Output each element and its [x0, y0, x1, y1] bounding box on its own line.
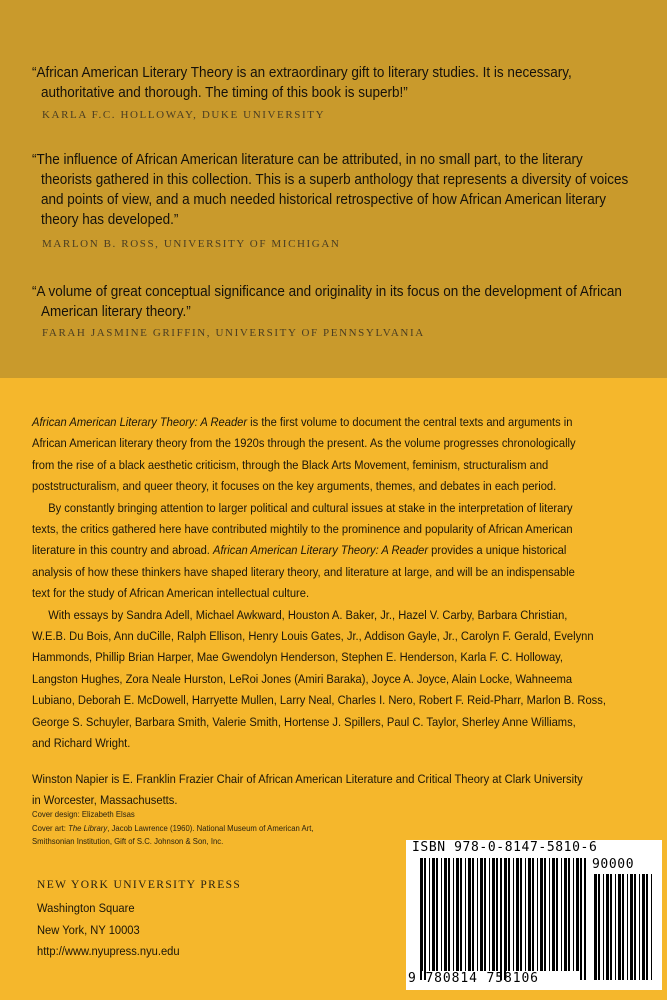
barcode-guard-bar: [504, 858, 506, 980]
cover-art-credit-line2: Smithsonian Institution, Gift of S.C. Johnson & Son, Inc.: [32, 836, 224, 846]
text-line: and Richard Wright.: [32, 736, 131, 751]
book-title: African American Literary Theory: A Reader: [213, 543, 429, 558]
barcode-bar: [436, 858, 438, 971]
barcode-bar: [642, 874, 645, 980]
barcode-bar: [622, 874, 624, 980]
quote-line: authoritative and thorough. The timing of this book is superb!”: [41, 84, 408, 101]
text-line: Hammonds, Phillip Brian Harper, Mae Gwendolyn Henderson, Stephen E. Henderson, Karla F. C. Holloway,: [32, 650, 563, 665]
text-line: literature in this country and abroad.: [32, 543, 214, 558]
text-line: provides a unique historical: [428, 543, 567, 558]
quote-line: “The influence of African American literature can be attributed, in no small part, to the literary: [32, 151, 583, 168]
quote-line: “African American Literary Theory is an extraordinary gift to literary studies. It is necessary,: [32, 64, 572, 81]
quote-line: and points of view, and a much needed historical retrospective of how African American literary: [41, 191, 607, 208]
barcode-bar: [448, 858, 450, 971]
description-paragraph-2: [32, 498, 635, 605]
text-line: poststructuralism, and queer theory, it focuses on the key arguments, themes, and debates in each period.: [32, 479, 557, 494]
cover-art-credit: [32, 822, 410, 836]
price-addon-number: 90000: [592, 857, 635, 872]
barcode-bar: [594, 874, 597, 980]
barcode-bar: [513, 858, 514, 971]
address-line: Washington Square: [37, 901, 135, 915]
ean-number: 9 780814 758106: [408, 971, 539, 986]
barcode-bar: [537, 858, 538, 971]
text-line: texts, the critics gathered here have contributed mightily to the prominence and popularity of African American: [32, 522, 573, 537]
barcode-bar: [468, 858, 471, 971]
text-line: analysis of how these thinkers have shaped literary theory, and literature at large, and will be an indispensable: [32, 564, 575, 579]
description-paragraph-3: [32, 605, 635, 755]
barcode-bar: [429, 858, 430, 971]
publisher-website: http://www.nyupress.nyu.edu: [37, 944, 180, 958]
quote-line: American literary theory.”: [41, 303, 191, 320]
barcode-guard-bar: [580, 858, 582, 980]
barcode-bar: [639, 874, 640, 980]
barcode-bar: [444, 858, 447, 971]
barcode-bar: [627, 874, 628, 980]
barcode-bar: [484, 858, 486, 971]
barcode-bar: [496, 858, 498, 971]
barcode-bar: [453, 858, 454, 971]
text-line: W.E.B. Du Bois, Ann duCille, Ralph Ellison, Henry Louis Gates, Jr., Addison Gayle, Jr., Carolyn F. Gerald, Evelynn: [32, 629, 594, 644]
address-line: New York, NY 10003: [37, 922, 140, 937]
text-line: text for the study of African American intellectual culture.: [32, 586, 310, 601]
barcode-bar: [477, 858, 478, 971]
author-bio: [32, 769, 635, 812]
text-line: Lubiano, Deborah E. McDowell, Harryette Mullen, Larry Neal, Charles I. Nero, Robert F. Reid-Pharr, Marlon B. Ross,: [32, 693, 606, 708]
barcode-guard-bar: [420, 858, 422, 980]
endorsement-attribution-2: MARLON B. ROSS, UNIVERSITY OF MICHIGAN: [42, 238, 341, 250]
barcode-bar: [456, 858, 459, 971]
artwork-title: The Library: [68, 822, 108, 833]
barcode-bar: [615, 874, 616, 980]
barcode-bar: [552, 858, 555, 971]
quote-line: theorists gathered in this collection. This is a superb anthology that represents a diversity of voices: [41, 171, 629, 188]
barcode-bar: [603, 874, 604, 980]
endorsement-quote-2: [32, 150, 631, 230]
text-line: Langston Hughes, Zora Neale Hurston, LeRoi Jones (Amiri Baraka), Joyce A. Joyce, Alain Locke, Wahneema: [32, 671, 573, 686]
barcode-guard-bar: [424, 858, 426, 980]
barcode-bar: [561, 858, 562, 971]
text-line: African American literary theory from the 1920s through the present. As the volume progresses chronologically: [32, 436, 576, 451]
barcode-bar: [598, 874, 600, 980]
text-line: from the rise of a black aesthetic criticism, through the Black Arts Movement, feminism, structuralism and: [32, 457, 549, 472]
barcode-bar: [516, 858, 519, 971]
barcode-bar: [651, 874, 652, 980]
text-line: in Worcester, Massachusetts.: [32, 792, 178, 807]
text-line: By constantly bringing attention to larger political and cultural issues at stake in the interpretation of literary: [48, 500, 573, 515]
isbn-label: ISBN 978-0-8147-5810-6: [412, 840, 598, 855]
barcode-bar: [630, 874, 633, 980]
barcode-bar: [540, 858, 543, 971]
barcode-bar: [472, 858, 474, 971]
barcode-bar: [528, 858, 531, 971]
barcode-bar: [646, 874, 648, 980]
barcode-bar: [568, 858, 570, 971]
barcode-bar: [576, 858, 579, 971]
barcode-guard-bar: [500, 858, 502, 980]
text-line: With essays by Sandra Adell, Michael Awkward, Houston A. Baker, Jr., Hazel V. Carby, Barbara Christian,: [48, 607, 568, 622]
endorsement-quote-3: [32, 282, 631, 322]
endorsement-attribution-1: KARLA F.C. HOLLOWAY, DUKE UNIVERSITY: [42, 109, 326, 121]
isbn-barcode: [406, 840, 662, 990]
barcode-bar: [520, 858, 522, 971]
barcode-bar: [432, 858, 435, 971]
text-line: is the first volume to document the central texts and arguments in: [247, 415, 573, 429]
barcode-bar: [544, 858, 546, 971]
barcode-bar: [441, 858, 442, 971]
quote-line: theory has developed.”: [41, 211, 179, 228]
barcode-bar: [573, 858, 574, 971]
barcode-bars-graphic: [406, 840, 662, 990]
quote-line: “A volume of great conceptual significance and originality in its focus on the development of African: [32, 283, 622, 300]
barcode-bar: [618, 874, 621, 980]
publisher-name: NEW YORK UNIVERSITY PRESS: [37, 879, 242, 891]
barcode-bar: [460, 858, 462, 971]
cover-design-credit: Cover design: Elizabeth Elsas: [32, 809, 135, 819]
description-paragraph-1: [32, 412, 635, 498]
barcode-bar: [465, 858, 466, 971]
barcode-bar: [489, 858, 490, 971]
barcode-bar: [525, 858, 526, 971]
text-line: George S. Schuyler, Barbara Smith, Valerie Smith, Hortense J. Spillers, Paul C. Taylor, Sherley Anne Williams,: [32, 714, 576, 729]
credit-label: Cover art:: [32, 822, 69, 833]
barcode-bar: [508, 858, 510, 971]
text-line: Winston Napier is E. Franklin Frazier Chair of African American Literature and Critical Theory at Clark University: [32, 771, 583, 786]
barcode-bar: [564, 858, 567, 971]
cover-credits: [32, 808, 410, 849]
barcode-bar: [610, 874, 612, 980]
publisher-address: [37, 898, 235, 963]
barcode-bar: [532, 858, 534, 971]
barcode-bar: [549, 858, 550, 971]
barcode-bar: [556, 858, 558, 971]
barcode-bar: [634, 874, 636, 980]
barcode-bar: [492, 858, 495, 971]
barcode-bar: [606, 874, 609, 980]
barcode-bar: [480, 858, 483, 971]
book-title: African American Literary Theory: A Reader: [32, 415, 248, 429]
book-description: [32, 412, 635, 811]
endorsement-quote-1: [32, 63, 631, 103]
endorsement-attribution-3: FARAH JASMINE GRIFFIN, UNIVERSITY OF PENNSYLVANIA: [42, 327, 425, 339]
barcode-guard-bar: [584, 858, 586, 980]
credit-text: , Jacob Lawrence (1960). National Museum of American Art,: [107, 822, 314, 833]
